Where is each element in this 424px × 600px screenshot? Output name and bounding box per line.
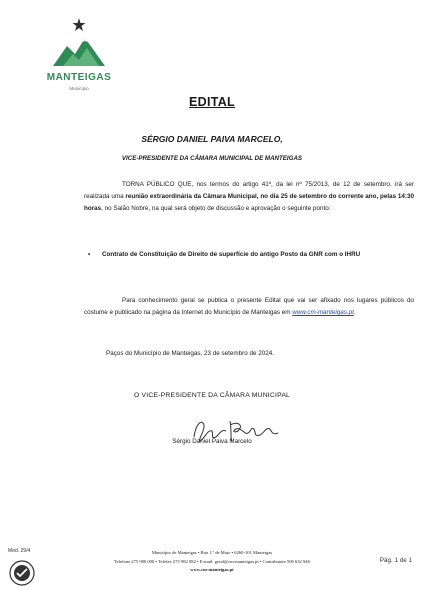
municipality-website-link[interactable]: www.cm-manteigas.pt	[292, 309, 354, 316]
footer-address: Município de Manteigas • Rua 1.º de Maio • 6260-101 Manteigas	[151, 550, 273, 555]
form-model-code: Mod. 29/4	[8, 548, 31, 554]
paragraph-publication-end: .	[353, 309, 356, 316]
footer-contacts	[64, 549, 360, 575]
bullet-icon: •	[88, 251, 91, 258]
agenda-item-text: Contrato de Constituição de Direito de superfície do antigo Posto da GNR com o IHRU	[102, 251, 361, 258]
mountain-logo-icon	[49, 14, 109, 72]
municipality-logo	[44, 14, 114, 102]
document-heading: EDITAL	[188, 95, 235, 109]
paragraph-announcement-text-c: , no Salão Nobre, na qual será objeto de discussão e aprovação o seguinte ponto:	[101, 205, 331, 212]
footer-website: www.cm-manteigas.pt	[190, 567, 234, 572]
issuer-role: VICE-PRESIDENTE DA CÂMARA MUNICIPAL DE MANTEIGAS	[121, 155, 303, 162]
paragraph-publication	[84, 295, 414, 319]
agenda-item	[84, 249, 414, 261]
page-number: Pág. 1 de 1	[379, 557, 412, 564]
signature-title: O VICE-PRESIDENTE DA CÂMARA MUNICIPAL	[133, 392, 291, 399]
issuer-name: SÉRGIO DANIEL PAIVA MARCELO,	[141, 134, 283, 144]
logo-subtitle: Município	[69, 86, 89, 91]
place-date: Paços do Município de Manteigas, 23 de setembro de 2024.	[106, 350, 275, 357]
certification-seal-icon	[8, 559, 36, 587]
footer-phone-email: Telefone 275 980 000 • Telefax 275 982 082 • E-mail: geral@cm-manteigas.pt • Contribuinte 506 632 946	[114, 558, 310, 564]
paragraph-announcement-bold: reunião extraordinária da Câmara Municipal, no dia 25 de setembro do corrente ano, pelas 14:30 horas	[84, 193, 414, 212]
paragraph-announcement-text-a: TORNA PÚBLICO QUE, nos termos do artigo 41º, da lei nº 75/2013, de 12 de setembro, irá ser realizada uma	[84, 181, 414, 200]
paragraph-publication-text: Para conhecimento geral se publica o presente Edital que vai ser afixado nos lugares públicos do costume e publicado na página da Internet do Município de Manteigas em	[84, 297, 414, 316]
paragraph-announcement	[84, 179, 414, 215]
signer-name: Sérgio Daniel Paiva Marcelo	[172, 438, 252, 445]
logo-name: MANTEIGAS	[46, 72, 112, 83]
